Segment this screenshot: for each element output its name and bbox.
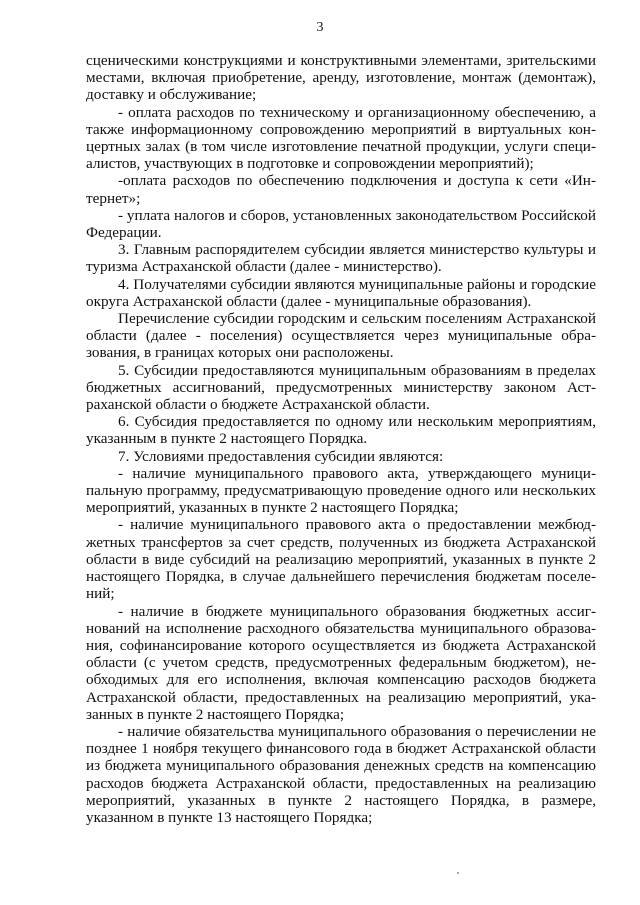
paragraph: -оплата расходов по обеспечению подключения и доступа к сети «Интернет»; (86, 172, 596, 207)
paragraph: - наличие муниципального правового акта, утверждающего муниципальную программу, предусматривающую проведение одного или нескольких мероприятий, указанных в пункте 2 настоящего Порядка; (86, 464, 596, 517)
paragraph: Перечисление субсидии городским и сельским поселениям Астраханской области (далее - поселения) осуществляется через муниципальные образования, в границах которых они расположены. (86, 310, 596, 362)
page-number: 3 (316, 20, 324, 35)
paragraph: - наличие в бюджете муниципального образования бюджетных ассигнований на исполнение расходного обязательства муниципального образования, софинансирование которого осуществляется из бюджета Астраханской области (с учетом средств, предусмотренных федеральным бюджетом), необходимых для его исполнения, включая компенсацию расходов бюджета Астраханской области, предоставленных на реализацию мероприятий, указанных в пункте 2 настоящего Порядка; (86, 602, 596, 723)
paragraph: - наличие обязательства муниципального образования о перечислении не позднее 1 ноября текущего финансового года в бюджет Астраханской области из бюджета муниципального образования денежных средств на компенсацию расходов бюджета Астраханской области, предоставленных на реализацию мероприятий, указанных в пункте 2 настоящего Порядка, в размере, указанном в пункте 13 настоящего Порядка; (86, 722, 596, 826)
paragraph: 5. Субсидии предоставляются муниципальным образованиям в пределах бюджетных ассигнований, предусмотренных министерству законом Астраханской области о бюджете Астраханской области. (86, 361, 596, 414)
paragraph: - оплата расходов по техническому и организационному обеспечению, а также информационному сопровождению мероприятий в виртуальных концертных залах (в том числе изготовление печатной продукции, услуги специалистов, участвующих в подготовке и сопровождении мероприятий); (86, 103, 596, 173)
paragraph: 4. Получателями субсидии являются муниципальные районы и городские округа Астраханской области (далее - муниципальные образования). (86, 275, 596, 310)
paragraph: сценическими конструкциями и конструктивными элементами, зрительскими местами, включая приобретение, аренду, изготовление, монтаж (демонтаж), доставку и обслуживание; (86, 52, 596, 104)
paragraph: 3. Главным распорядителем субсидии является министерство культуры и туризма Астраханской области (далее - министерство). (86, 241, 596, 276)
paragraph: 7. Условиями предоставления субсидии являются: (118, 447, 444, 465)
scan-speck (457, 872, 459, 874)
paragraph: - наличие муниципального правового акта о предоставлении межбюджетных трансфертов за счет средств, полученных из бюджета Астраханской области в виде субсидий на реализацию мероприятий, указанных в пункте 2 настоящего Порядка, в случае дальнейшего перечисления бюджетам поселений; (86, 516, 596, 603)
paragraph: 6. Субсидия предоставляется по одному или нескольким мероприятиям, указанным в пункте 2 настоящего Порядка. (86, 413, 596, 448)
document-body (86, 52, 596, 826)
paragraph: - уплата налогов и сборов, установленных законодательством Российской Федерации. (86, 206, 596, 242)
